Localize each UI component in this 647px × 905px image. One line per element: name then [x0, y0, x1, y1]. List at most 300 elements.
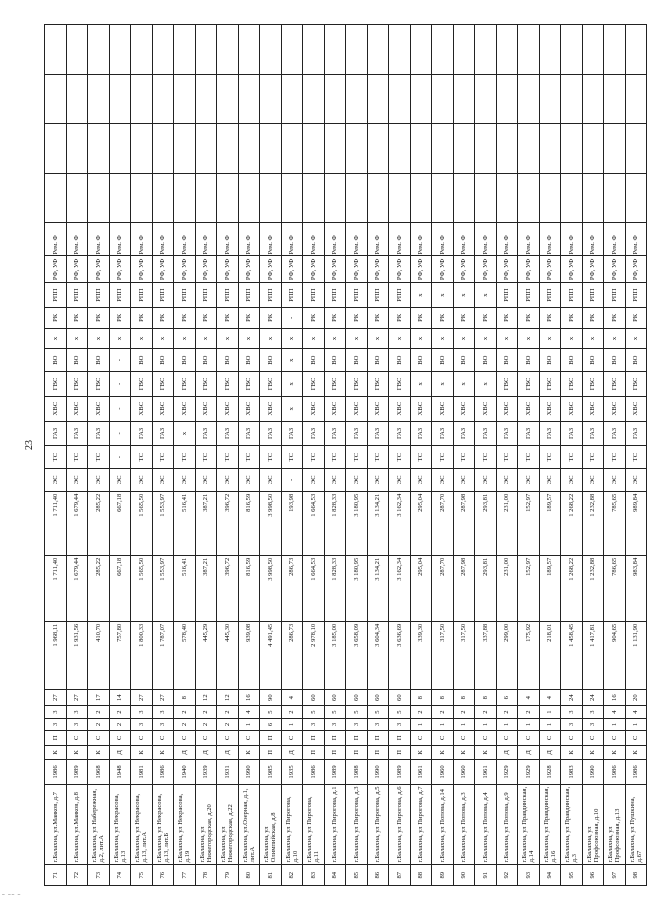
- cell-c5: ГВС: [582, 372, 604, 397]
- cell-c7: х: [260, 328, 282, 349]
- cell-n: 85: [346, 865, 368, 886]
- cell-c8: РК: [518, 308, 540, 329]
- cell-c10: РФ, УФ: [217, 256, 239, 283]
- cell-c9: РПП: [45, 283, 67, 308]
- cell-empty: [518, 124, 540, 174]
- cell-c1: ЭС: [432, 469, 454, 492]
- cell-empty: [518, 173, 540, 223]
- cell-a2: 287,98: [453, 491, 475, 555]
- cell-c1: ЭС: [367, 469, 389, 492]
- cell-empty: [625, 74, 647, 124]
- cell-note: Рем. Ф: [238, 223, 260, 256]
- cell-c3: ГАЗ: [539, 421, 561, 446]
- cell-fl: 3: [561, 718, 583, 730]
- cell-fl: 2: [217, 718, 239, 730]
- cell-note: Рем. Ф: [260, 223, 282, 256]
- cell-c1: ЭС: [109, 469, 131, 492]
- cell-en: 3: [582, 706, 604, 718]
- cell-c2: ТС: [45, 446, 67, 469]
- cell-fl: 3: [303, 718, 325, 730]
- cell-empty: [389, 25, 411, 75]
- cell-t2: С: [131, 731, 153, 745]
- cell-fl: 3: [131, 718, 153, 730]
- cell-a2: 667,18: [109, 491, 131, 555]
- cell-a2: 1 679,44: [66, 491, 88, 555]
- cell-empty: [475, 25, 497, 75]
- cell-c8: РК: [582, 308, 604, 329]
- cell-area: 1 931,56: [66, 621, 88, 689]
- cell-a2: 1 664,53: [303, 491, 325, 555]
- cell-a2: 193,98: [281, 491, 303, 555]
- cell-empty: [88, 124, 110, 174]
- cell-empty: [561, 173, 583, 223]
- cell-c2: ТС: [625, 446, 647, 469]
- cell-addr: г.Балахна, ул Набережная, д.2, лит.А: [88, 784, 110, 865]
- cell-c10: РФ, УФ: [453, 256, 475, 283]
- cell-c2: ТС: [131, 446, 153, 469]
- cell-addr: г.Балахна, ул.Маяков, д.7: [45, 784, 67, 865]
- cell-note: Рем. Ф: [539, 223, 561, 256]
- cell-empty: [604, 25, 626, 75]
- cell-note: Рем. Ф: [45, 223, 67, 256]
- cell-c9: РПП: [367, 283, 389, 308]
- cell-c5: ГВС: [539, 372, 561, 397]
- cell-addr: г.Балахна, ул Профсоюзная, д.13: [604, 784, 626, 865]
- cell-a1: 816,59: [238, 555, 260, 621]
- cell-c3: ГАЗ: [582, 421, 604, 446]
- cell-a1: 3 180,95: [346, 555, 368, 621]
- cell-empty: [625, 124, 647, 174]
- table-row: [174, 25, 196, 886]
- cell-c1: ЭС: [217, 469, 239, 492]
- cell-area: 904,65: [604, 621, 626, 689]
- cell-c3: ГАЗ: [260, 421, 282, 446]
- cell-empty: [410, 74, 432, 124]
- cell-empty: [367, 25, 389, 75]
- cell-en: 4: [625, 706, 647, 718]
- cell-addr: г.Балахна, ул Некрасова, д.13, лит.А: [131, 784, 153, 865]
- cell-t1: Д: [518, 745, 540, 759]
- table-row: [66, 25, 88, 886]
- cell-c2: ТС: [410, 446, 432, 469]
- cell-empty: [45, 173, 67, 223]
- table-row: [496, 25, 518, 886]
- cell-t1: П: [260, 745, 282, 759]
- cell-en: 2: [496, 706, 518, 718]
- cell-c6: ВО: [582, 349, 604, 372]
- cell-n: 90: [453, 865, 475, 886]
- cell-c9: РПП: [260, 283, 282, 308]
- cell-a1: 1 268,22: [561, 555, 583, 621]
- cell-c1: ЭС: [518, 469, 540, 492]
- cell-empty: [324, 173, 346, 223]
- cell-c2: ТС: [367, 446, 389, 469]
- cell-empty: [217, 74, 239, 124]
- cell-c10: РФ, УФ: [539, 256, 561, 283]
- cell-t2: С: [281, 731, 303, 745]
- cell-c8: РК: [238, 308, 260, 329]
- cell-empty: [260, 74, 282, 124]
- cell-c6: ВО: [303, 349, 325, 372]
- cell-t2: С: [152, 731, 174, 745]
- cell-c5: ГВС: [174, 372, 196, 397]
- cell-c2: ТС: [195, 446, 217, 469]
- cell-empty: [475, 74, 497, 124]
- cell-note: Рем. Ф: [217, 223, 239, 256]
- cell-fl: 3: [582, 718, 604, 730]
- cell-empty: [281, 25, 303, 75]
- cell-empty: [66, 173, 88, 223]
- cell-c1: ЭС: [152, 469, 174, 492]
- cell-c7: х: [367, 328, 389, 349]
- cell-c6: ВО: [496, 349, 518, 372]
- cell-c8: РК: [174, 308, 196, 329]
- cell-en: 2: [174, 706, 196, 718]
- cell-c9: РПП: [303, 283, 325, 308]
- cell-c6: ВО: [389, 349, 411, 372]
- cell-t1: Д: [174, 745, 196, 759]
- table-row: [389, 25, 411, 886]
- table-row: [152, 25, 174, 886]
- cell-c5: -: [109, 372, 131, 397]
- cell-fl2: 4: [281, 689, 303, 706]
- cell-empty: [303, 173, 325, 223]
- cell-area: 1 458,45: [561, 621, 583, 689]
- cell-en: 2: [195, 706, 217, 718]
- cell-c9: РПП: [217, 283, 239, 308]
- cell-c4: ХВС: [367, 396, 389, 421]
- cell-n: 80: [238, 865, 260, 886]
- cell-c10: РФ, УФ: [389, 256, 411, 283]
- cell-c8: -: [281, 308, 303, 329]
- cell-empty: [539, 124, 561, 174]
- cell-c2: ТС: [604, 446, 626, 469]
- cell-empty: [539, 74, 561, 124]
- cell-c3: ГАЗ: [389, 421, 411, 446]
- cell-a1: 152,97: [518, 555, 540, 621]
- cell-n: 83: [303, 865, 325, 886]
- cell-t2: С: [109, 731, 131, 745]
- cell-c10: РФ, УФ: [324, 256, 346, 283]
- cell-empty: [582, 173, 604, 223]
- cell-empty: [217, 25, 239, 75]
- cell-empty: [453, 74, 475, 124]
- cell-year: 1985: [260, 760, 282, 785]
- cell-a2: 1 553,97: [152, 491, 174, 555]
- cell-c9: РПП: [582, 283, 604, 308]
- cell-c5: ГВС: [389, 372, 411, 397]
- cell-empty: [324, 124, 346, 174]
- cell-c2: -: [109, 446, 131, 469]
- cell-c9: РПП: [238, 283, 260, 308]
- cell-c1: ЭС: [238, 469, 260, 492]
- cell-c2: ТС: [496, 446, 518, 469]
- cell-c6: ВО: [45, 349, 67, 372]
- cell-a1: 983,84: [625, 555, 647, 621]
- cell-c7: х: [582, 328, 604, 349]
- cell-c3: ГАЗ: [518, 421, 540, 446]
- cell-c3: ГАЗ: [88, 421, 110, 446]
- cell-year: 1961: [475, 760, 497, 785]
- cell-c8: РК: [410, 308, 432, 329]
- cell-area: 339,30: [410, 621, 432, 689]
- cell-a1: 1 565,50: [131, 555, 153, 621]
- cell-n: 92: [496, 865, 518, 886]
- cell-c3: ГАЗ: [66, 421, 88, 446]
- cell-note: Рем. Ф: [109, 223, 131, 256]
- cell-t1: К: [604, 745, 626, 759]
- cell-t2: П: [324, 731, 346, 745]
- cell-n: 79: [217, 865, 239, 886]
- cell-en: 1: [539, 706, 561, 718]
- cell-c4: ХВС: [475, 396, 497, 421]
- cell-a2: 231,00: [496, 491, 518, 555]
- cell-addr: г.Балахна, ул Правдинская, д.14: [518, 784, 540, 865]
- cell-t2: С: [217, 731, 239, 745]
- cell-note: Рем. Ф: [88, 223, 110, 256]
- cell-c9: РПП: [88, 283, 110, 308]
- cell-empty: [195, 25, 217, 75]
- cell-c9: х: [475, 283, 497, 308]
- table-row: [217, 25, 239, 886]
- cell-empty: [518, 25, 540, 75]
- cell-t2: П: [45, 731, 67, 745]
- cell-fl: 1: [238, 718, 260, 730]
- cell-c6: ВО: [152, 349, 174, 372]
- cell-area: 1 131,90: [625, 621, 647, 689]
- cell-t1: К: [238, 745, 260, 759]
- cell-fl2: 60: [389, 689, 411, 706]
- cell-empty: [303, 25, 325, 75]
- cell-area: 299,00: [496, 621, 518, 689]
- cell-t2: С: [238, 731, 260, 745]
- cell-n: 74: [109, 865, 131, 886]
- cell-addr: г.Балахна, ул Пирогова, д.6: [389, 784, 411, 865]
- cell-addr: г.Балахна, ул Пирогова, д.3: [346, 784, 368, 865]
- cell-c9: РПП: [539, 283, 561, 308]
- cell-a1: 293,81: [475, 555, 497, 621]
- cell-c3: ГАЗ: [346, 421, 368, 446]
- cell-year: 1928: [539, 760, 561, 785]
- cell-empty: [432, 25, 454, 75]
- cell-year: 1948: [109, 760, 131, 785]
- cell-c5: ГВС: [217, 372, 239, 397]
- cell-fl2: 16: [604, 689, 626, 706]
- cell-fl: 3: [45, 718, 67, 730]
- cell-c7: х: [453, 328, 475, 349]
- cell-c10: РФ, УФ: [109, 256, 131, 283]
- cell-empty: [174, 124, 196, 174]
- cell-empty: [367, 173, 389, 223]
- cell-fl: 1: [410, 718, 432, 730]
- cell-c2: ТС: [475, 446, 497, 469]
- cell-c7: х: [45, 328, 67, 349]
- cell-c6: ВО: [88, 349, 110, 372]
- cell-c7: х: [88, 328, 110, 349]
- cell-n: 77: [174, 865, 196, 886]
- cell-c2: ТС: [174, 446, 196, 469]
- cell-n: 86: [367, 865, 389, 886]
- cell-t1: Д: [195, 745, 217, 759]
- cell-c7: х: [281, 328, 303, 349]
- cell-n: 76: [152, 865, 174, 886]
- cell-c1: ЭС: [410, 469, 432, 492]
- cell-a1: 1 232,88: [582, 555, 604, 621]
- cell-a2: 387,21: [195, 491, 217, 555]
- cell-en: 3: [152, 706, 174, 718]
- cell-empty: [303, 124, 325, 174]
- cell-c9: РПП: [561, 283, 583, 308]
- cell-c6: ВО: [238, 349, 260, 372]
- cell-fl: 1: [281, 718, 303, 730]
- cell-c1: ЭС: [389, 469, 411, 492]
- cell-note: Рем. Ф: [66, 223, 88, 256]
- cell-area: 445,30: [217, 621, 239, 689]
- cell-c2: ТС: [238, 446, 260, 469]
- cell-c10: РФ, УФ: [45, 256, 67, 283]
- cell-en: 5: [324, 706, 346, 718]
- cell-c6: ВО: [604, 349, 626, 372]
- cell-c4: ХВС: [539, 396, 561, 421]
- cell-c5: ГВС: [346, 372, 368, 397]
- cell-empty: [475, 173, 497, 223]
- cell-c5: ГВС: [195, 372, 217, 397]
- cell-c3: ГАЗ: [131, 421, 153, 446]
- cell-area: 317,50: [432, 621, 454, 689]
- cell-empty: [367, 74, 389, 124]
- cell-c7: х: [518, 328, 540, 349]
- cell-area: 3 185,00: [324, 621, 346, 689]
- cell-c8: РК: [152, 308, 174, 329]
- cell-c1: ЭС: [453, 469, 475, 492]
- page-number: 23: [24, 440, 35, 450]
- cell-c7: х: [625, 328, 647, 349]
- cell-a2: 1 268,22: [561, 491, 583, 555]
- cell-en: 3: [45, 706, 67, 718]
- cell-c4: ХВС: [131, 396, 153, 421]
- cell-c4: ХВС: [410, 396, 432, 421]
- cell-area: 175,92: [518, 621, 540, 689]
- cell-a1: 189,57: [539, 555, 561, 621]
- cell-note: Рем. Ф: [303, 223, 325, 256]
- cell-c10: РФ, УФ: [625, 256, 647, 283]
- cell-c3: ГАЗ: [281, 421, 303, 446]
- cell-c4: ХВС: [324, 396, 346, 421]
- cell-empty: [432, 74, 454, 124]
- cell-n: 98: [625, 865, 647, 886]
- cell-c4: ХВС: [561, 396, 583, 421]
- cell-a2: 396,72: [217, 491, 239, 555]
- cell-c9: х: [453, 283, 475, 308]
- cell-c9: РПП: [174, 283, 196, 308]
- cell-empty: [324, 74, 346, 124]
- cell-area: 3 604,34: [367, 621, 389, 689]
- table-row: [45, 25, 67, 886]
- cell-en: 3: [66, 706, 88, 718]
- cell-c5: ГВС: [131, 372, 153, 397]
- cell-c3: ГАЗ: [195, 421, 217, 446]
- cell-c6: ВО: [324, 349, 346, 372]
- table-row: [432, 25, 454, 886]
- cell-c8: РК: [475, 308, 497, 329]
- cell-c1: ЭС: [625, 469, 647, 492]
- cell-c7: х: [324, 328, 346, 349]
- cell-a1: 285,22: [88, 555, 110, 621]
- cell-empty: [281, 74, 303, 124]
- cell-fl: 1: [496, 718, 518, 730]
- cell-c2: ТС: [582, 446, 604, 469]
- cell-empty: [582, 124, 604, 174]
- cell-year: 1960: [432, 760, 454, 785]
- cell-c4: ХВС: [195, 396, 217, 421]
- cell-c7: х: [496, 328, 518, 349]
- cell-c6: ВО: [217, 349, 239, 372]
- cell-c9: РПП: [346, 283, 368, 308]
- cell-empty: [174, 173, 196, 223]
- cell-empty: [109, 124, 131, 174]
- cell-area: 3 636,69: [389, 621, 411, 689]
- cell-t2: С: [582, 731, 604, 745]
- table-row: [260, 25, 282, 886]
- cell-note: Рем. Ф: [389, 223, 411, 256]
- cell-fl2: 60: [324, 689, 346, 706]
- cell-empty: [109, 74, 131, 124]
- cell-c7: х: [389, 328, 411, 349]
- cell-fl: 1: [475, 718, 497, 730]
- table-body: [45, 25, 647, 886]
- cell-t2: С: [604, 731, 626, 745]
- cell-c1: ЭС: [45, 469, 67, 492]
- cell-c8: РК: [453, 308, 475, 329]
- cell-addr: г.Балахна, ул Нижегородская, д.22: [217, 784, 239, 865]
- cell-t2: С: [195, 731, 217, 745]
- cell-a1: 1 664,53: [303, 555, 325, 621]
- cell-c4: ХВС: [604, 396, 626, 421]
- cell-note: Рем. Ф: [582, 223, 604, 256]
- cell-t1: П: [346, 745, 368, 759]
- cell-c6: ВО: [131, 349, 153, 372]
- cell-year: 1989: [324, 760, 346, 785]
- cell-c9: РПП: [152, 283, 174, 308]
- cell-c6: ВО: [518, 349, 540, 372]
- cell-empty: [582, 25, 604, 75]
- cell-c6: ВО: [432, 349, 454, 372]
- cell-c1: ЭС: [131, 469, 153, 492]
- cell-addr: г.Балахна, ул Пирогова, д.1: [324, 784, 346, 865]
- cell-note: Рем. Ф: [324, 223, 346, 256]
- cell-c2: ТС: [561, 446, 583, 469]
- cell-c6: х: [281, 349, 303, 372]
- cell-area: 757,80: [109, 621, 131, 689]
- cell-c1: ЭС: [324, 469, 346, 492]
- cell-fl2: 24: [582, 689, 604, 706]
- table-row: [367, 25, 389, 886]
- cell-year: 1986: [604, 760, 626, 785]
- cell-area: 3 658,09: [346, 621, 368, 689]
- cell-addr: г.Балахна, ул.Маяков, д.8: [66, 784, 88, 865]
- cell-c3: ГАЗ: [217, 421, 239, 446]
- cell-year: 1929: [518, 760, 540, 785]
- cell-t1: Д: [217, 745, 239, 759]
- cell-c6: ВО: [174, 349, 196, 372]
- cell-fl: 3: [152, 718, 174, 730]
- cell-c3: ГАЗ: [410, 421, 432, 446]
- cell-n: 71: [45, 865, 67, 886]
- cell-a2: 3 162,34: [389, 491, 411, 555]
- cell-fl2: 60: [346, 689, 368, 706]
- cell-empty: [389, 74, 411, 124]
- cell-t1: К: [131, 745, 153, 759]
